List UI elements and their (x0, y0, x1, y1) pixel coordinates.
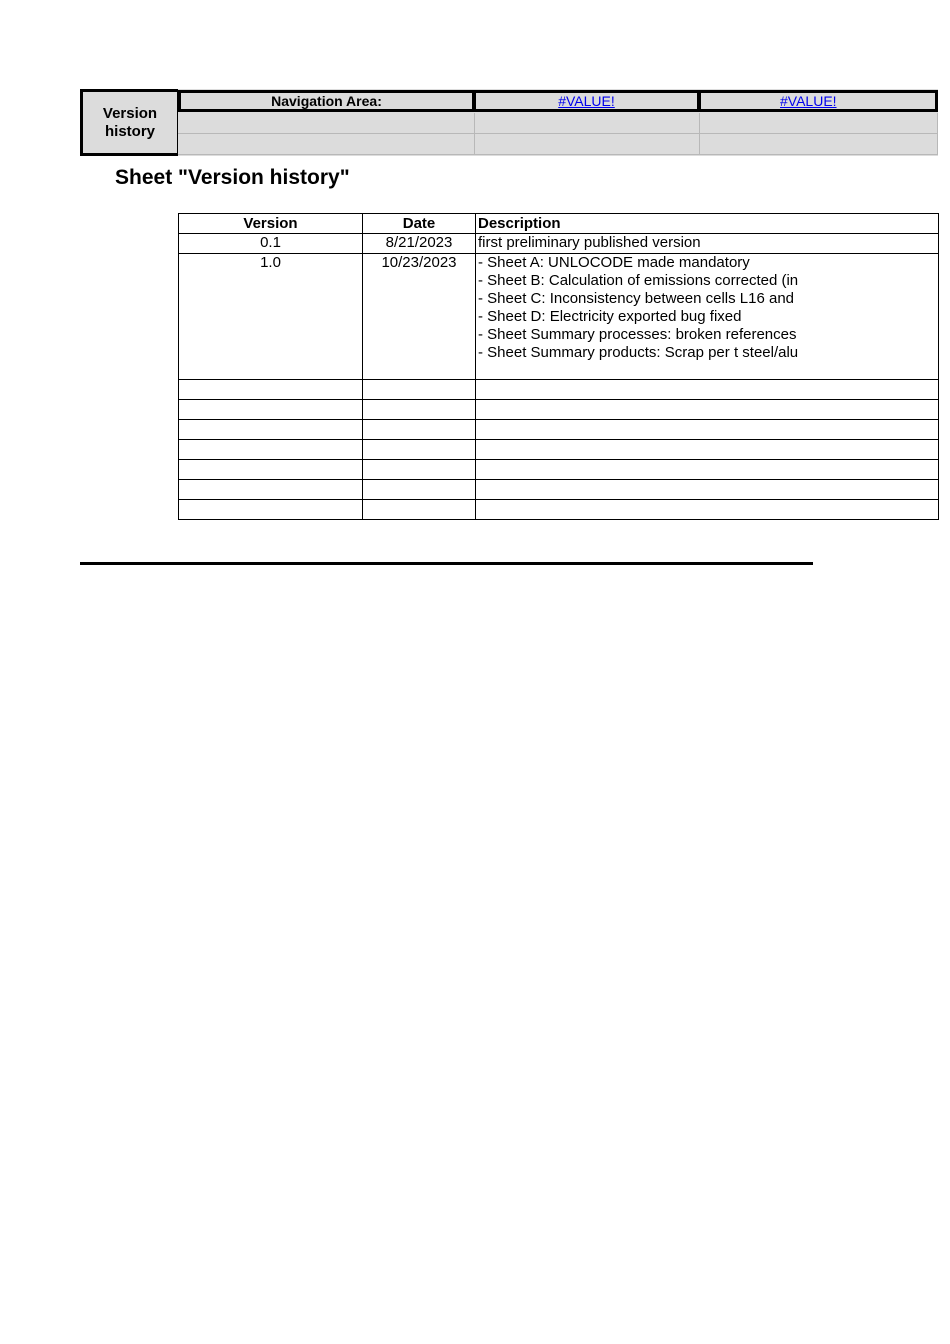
navigation-grid (178, 89, 938, 156)
empty-cell (476, 480, 939, 500)
empty-cell (363, 460, 476, 480)
empty-table-row (179, 480, 939, 500)
description-line: - Sheet A: UNLOCODE made mandatory (478, 254, 750, 271)
navigation-sub-cell (475, 134, 700, 155)
empty-cell (476, 420, 939, 440)
version-history-table-container (178, 213, 813, 525)
empty-cell (476, 400, 939, 420)
empty-cell (476, 380, 939, 400)
navigation-link-cell-1 (473, 90, 700, 112)
bottom-divider (80, 562, 813, 565)
navigation-header (80, 89, 837, 156)
empty-cell (179, 500, 363, 520)
empty-table-row (179, 500, 939, 520)
empty-cell (179, 400, 363, 420)
empty-table-row (179, 380, 939, 400)
navigation-area-text: Navigation Area: (271, 93, 382, 109)
empty-cell (179, 460, 363, 480)
cell-description (476, 254, 939, 380)
description-line: - Sheet Summary processes: broken references (478, 326, 797, 343)
table-row (179, 234, 939, 254)
navigation-link-2[interactable]: #VALUE! (780, 93, 837, 109)
navigation-sub-cell (700, 113, 938, 134)
empty-cell (476, 500, 939, 520)
description-line: - Sheet B: Calculation of emissions corrected (in (478, 272, 799, 289)
empty-cell (363, 500, 476, 520)
empty-cell (476, 460, 939, 480)
empty-cell (179, 380, 363, 400)
empty-cell (179, 440, 363, 460)
cell-description (476, 234, 939, 254)
description-line: first preliminary published version (478, 234, 701, 251)
navigation-area-label (178, 90, 475, 112)
column-header-date: Date (363, 214, 476, 234)
cell-version: 0.1 (179, 234, 363, 254)
empty-cell (179, 480, 363, 500)
version-history-table (178, 213, 939, 520)
table-row (179, 254, 939, 380)
description-line: - Sheet D: Electricity exported bug fixed (478, 308, 742, 325)
empty-table-row (179, 440, 939, 460)
empty-cell (363, 440, 476, 460)
empty-cell (363, 380, 476, 400)
navigation-sub-cell (700, 134, 938, 155)
empty-cell (363, 480, 476, 500)
navigation-sub-cell (178, 134, 475, 155)
empty-cell (476, 440, 939, 460)
cell-version: 1.0 (179, 254, 363, 380)
cell-date: 10/23/2023 (363, 254, 476, 380)
empty-table-row (179, 420, 939, 440)
empty-table-row (179, 400, 939, 420)
navigation-link-1[interactable]: #VALUE! (558, 93, 615, 109)
description-line: - Sheet Summary products: Scrap per t steel/alu (478, 344, 799, 361)
page-title: Sheet "Version history" (115, 166, 350, 189)
sheet-label-line2: history (104, 122, 155, 140)
empty-cell (363, 400, 476, 420)
table-header-row (179, 214, 939, 234)
description-line: - Sheet C: Inconsistency between cells L16 and (478, 290, 795, 307)
navigation-sub-cell (178, 113, 475, 134)
sheet-label-line1: Version (102, 104, 158, 122)
column-header-version: Version (179, 214, 363, 234)
empty-table-row (179, 460, 939, 480)
cell-date: 8/21/2023 (363, 234, 476, 254)
empty-cell (179, 420, 363, 440)
column-header-description: Description (476, 214, 939, 234)
navigation-sub-cell (475, 113, 700, 134)
empty-cell (363, 420, 476, 440)
current-sheet-label (80, 89, 180, 156)
navigation-link-cell-2 (698, 90, 938, 112)
